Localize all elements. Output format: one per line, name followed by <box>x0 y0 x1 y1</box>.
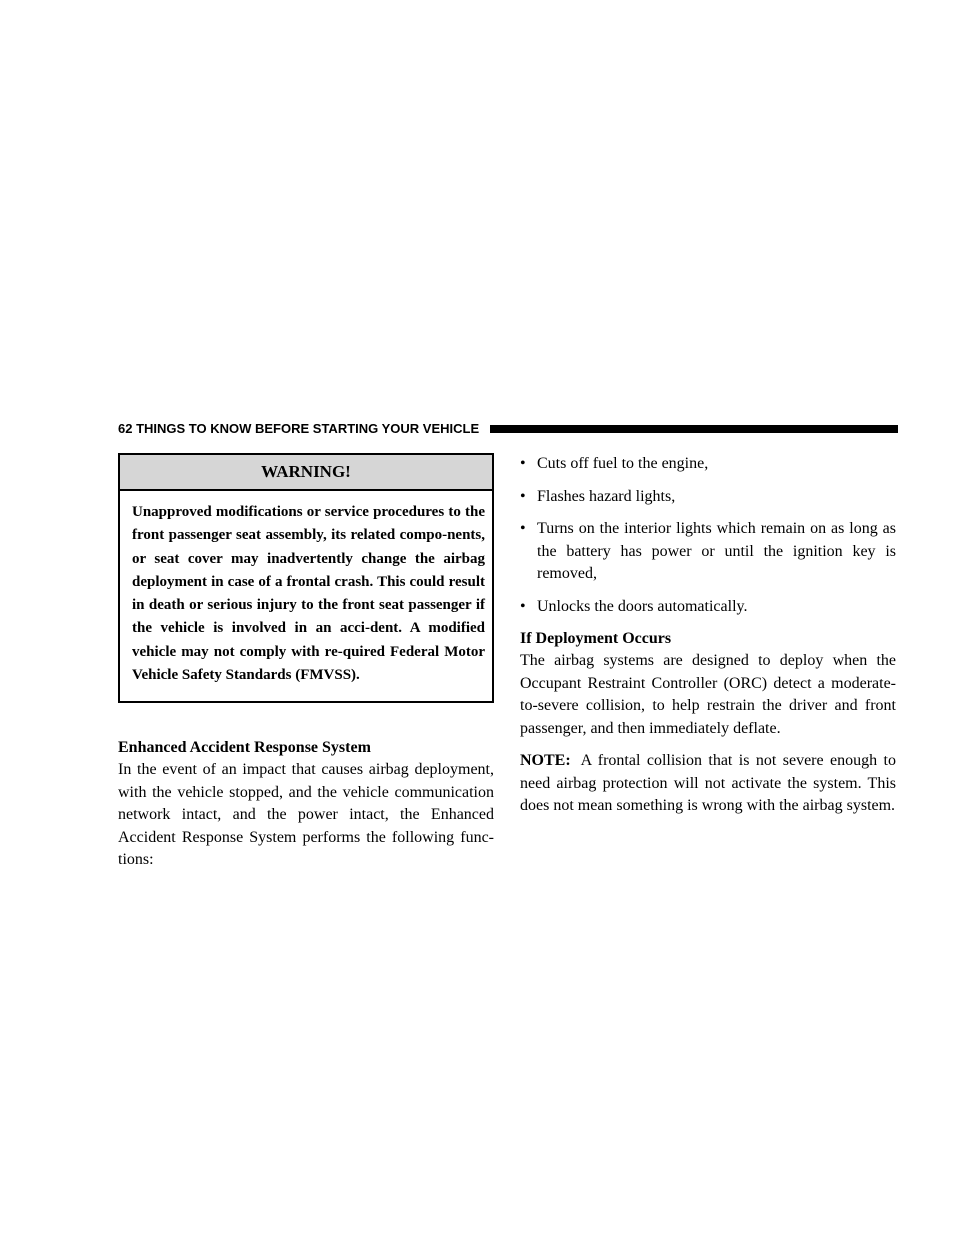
section-text-if-deployment-occurs: The airbag systems are designed to deploy when the Occupant Restraint Controller (ORC) detect a moderate-to-severe collision, to help restrain the driver and front passenger, and then immediately deflate. <box>520 652 896 737</box>
warning-title: WARNING! <box>120 455 492 491</box>
bullet-icon: • <box>520 455 526 472</box>
list-item: • Cuts off fuel to the engine, <box>520 453 896 476</box>
list-item: • Unlocks the doors automatically. <box>520 596 896 619</box>
list-item: • Flashes hazard lights, <box>520 486 896 509</box>
page-number-and-section-title: 62 THINGS TO KNOW BEFORE STARTING YOUR VEHICLE <box>118 421 480 436</box>
right-column <box>520 453 896 818</box>
bullet-list <box>520 453 896 618</box>
warning-text: Unapproved modifications or service procedures to the front passenger seat assembly, its related compo-nents, or seat cover may inadvertently change the airbag deployment in case of a frontal crash. This could result in death or serious injury to the front seat passenger if the vehicle is involved in an acci-dent. A modified vehicle may not comply with re-quired Federal Motor Vehicle Safety Standards (FMVSS). <box>132 504 485 684</box>
left-column <box>118 453 494 872</box>
note-paragraph <box>520 750 896 818</box>
bullet-icon: • <box>520 487 526 505</box>
page-header <box>118 419 898 439</box>
bullet-icon: • <box>520 597 526 615</box>
list-item: • Turns on the interior lights which remain on as long as the battery has power or until the ignition key is removed, <box>520 520 896 582</box>
section-heading-if-deployment-occurs: If Deployment Occurs <box>520 630 672 647</box>
header-rule-bar <box>490 425 898 433</box>
note-label: NOTE: <box>520 752 571 769</box>
bullet-icon: • <box>520 520 526 537</box>
note-text: A frontal collision that is not severe enough to need airbag protection will not activate the system. This does not mean something is wrong with the airbag system. <box>520 752 896 814</box>
section-text-enhanced-accident-response: In the event of an impact that causes airbag deployment, with the vehicle stopped, and the vehicle communication network intact, and the power intact, the Enhanced Accident Response System performs the following func-tions: <box>118 761 494 869</box>
section-heading-enhanced-accident-response: Enhanced Accident Response System <box>118 739 371 757</box>
warning-box <box>118 453 494 703</box>
